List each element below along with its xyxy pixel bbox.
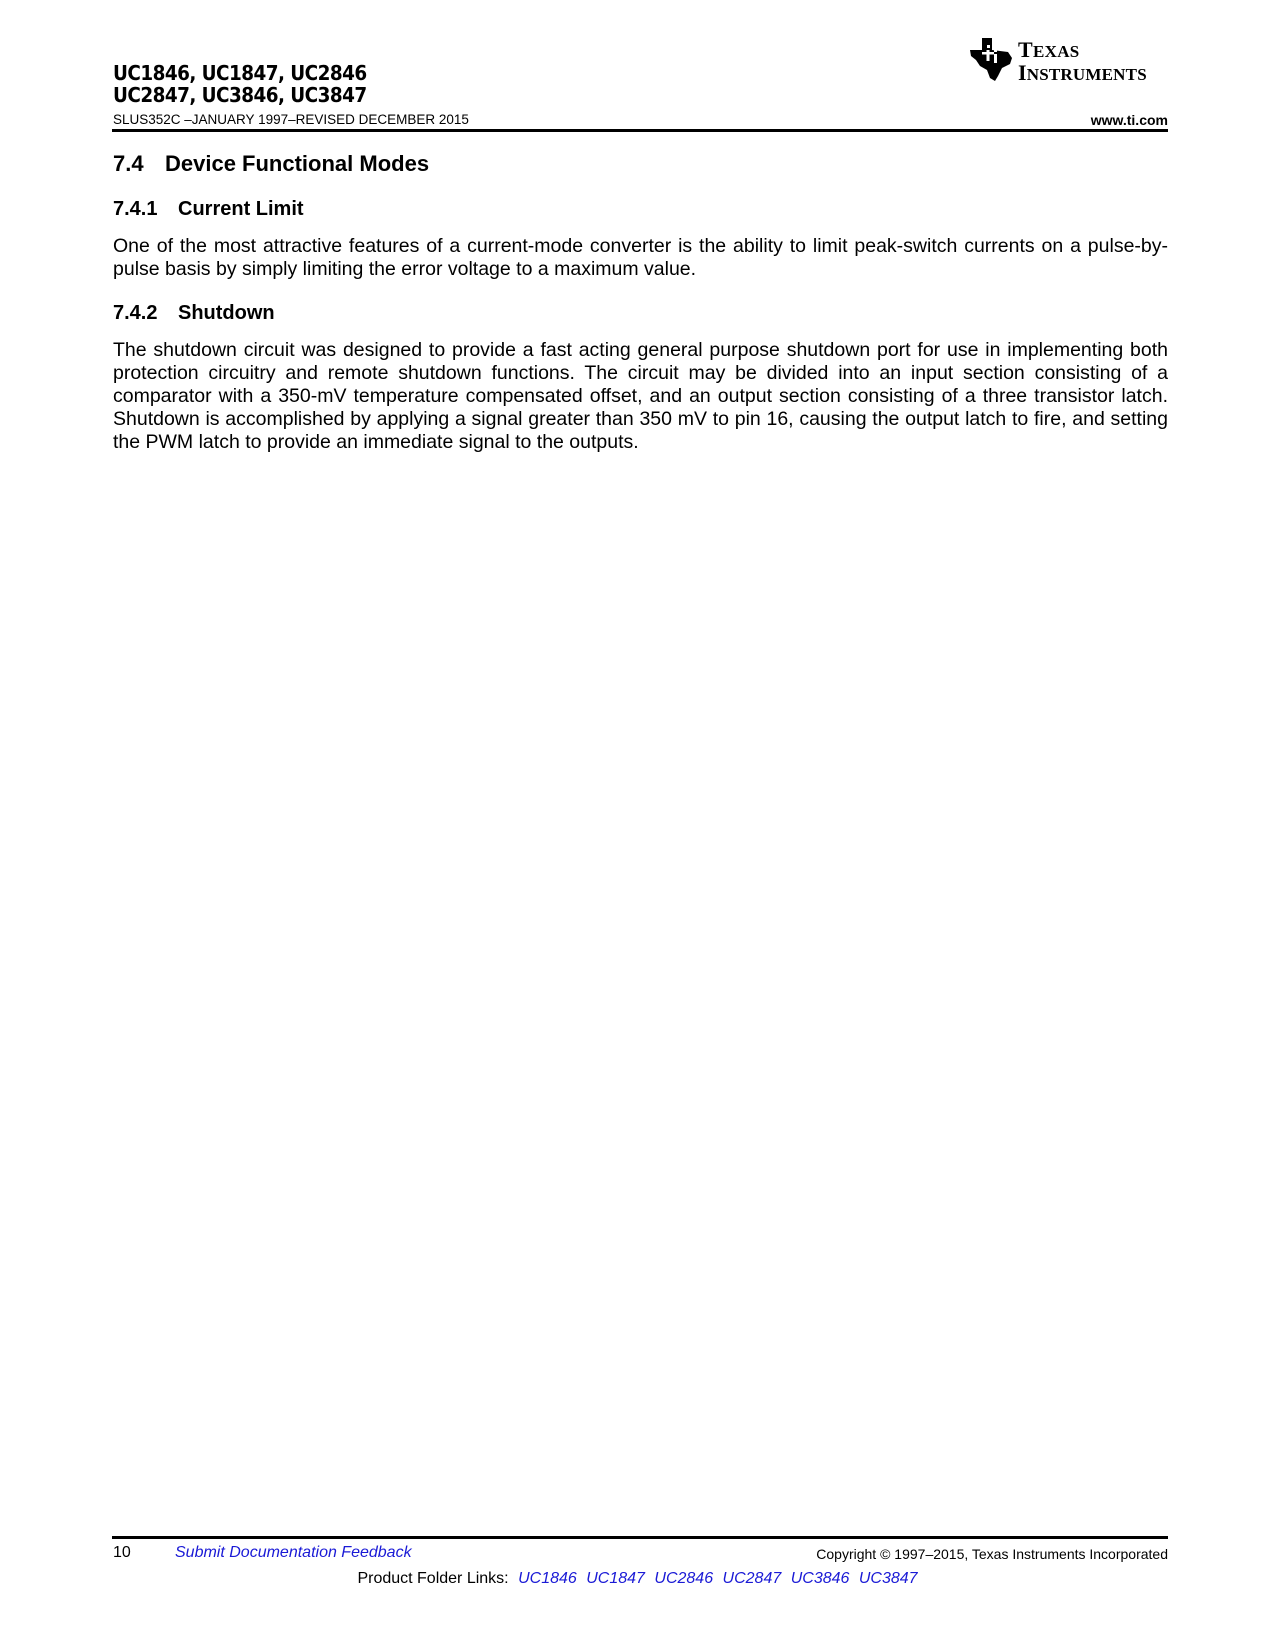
subsection-heading-shutdown xyxy=(113,302,275,325)
current-limit-paragraph: One of the most attractive features of a current-mode converter is the ability to limit peak-switch currents on a pulse-by-pulse basis by simply limiting the error voltage to a maximum value. xyxy=(113,235,1168,280)
subsection-title: Current Limit xyxy=(178,198,304,220)
part-numbers xyxy=(113,62,367,106)
product-link-uc1846[interactable]: UC1846 xyxy=(518,1570,577,1587)
product-link-uc3846[interactable]: UC3846 xyxy=(790,1570,850,1587)
subsection-number: 7.4.1 xyxy=(113,198,158,220)
part-numbers-line-1: UC1846, UC1847, UC2846 xyxy=(113,61,367,85)
section-heading xyxy=(113,151,429,177)
product-link-uc3847[interactable]: UC3847 xyxy=(858,1570,918,1587)
shutdown-paragraph: The shutdown circuit was designed to provide a fast acting general purpose shutdown port for use in implementing both protection circuitry and remote shutdown functions. The circuit may be divided into an input section consisting of a comparator with a 350-mV temperature compensated offset, and an output section consisting of a three transistor latch. Shutdown is accomplished by applying a signal greater than 350 mV to pin 16, causing the output latch to fire, and setting the PWM latch to provide an immediate signal to the outputs. xyxy=(113,339,1168,453)
product-link-uc1847[interactable]: UC1847 xyxy=(586,1570,645,1587)
header-divider xyxy=(112,129,1168,132)
section-number: 7.4 xyxy=(113,151,144,176)
product-link-uc2847[interactable]: UC2847 xyxy=(722,1570,782,1587)
section-title: Device Functional Modes xyxy=(165,151,430,176)
submit-feedback-link[interactable]: Submit Documentation Feedback xyxy=(175,1544,412,1561)
texas-instruments-logo-icon xyxy=(968,36,1014,82)
product-folder-links xyxy=(0,1570,1275,1588)
part-numbers-line-2: UC2847, UC3846, UC3847 xyxy=(113,83,367,107)
product-folder-label: Product Folder Links: xyxy=(357,1570,509,1587)
texas-instruments-logo xyxy=(968,36,1168,84)
subsection-title: Shutdown xyxy=(178,302,275,324)
footer-divider xyxy=(112,1536,1168,1539)
copyright-notice: Copyright © 1997–2015, Texas Instruments Incorporated xyxy=(816,1546,1168,1562)
product-link-uc2846[interactable]: UC2846 xyxy=(654,1570,714,1587)
subsection-heading-current-limit xyxy=(113,198,304,221)
logo-wordmark: TEXAS INSTRUMENTS xyxy=(1018,37,1147,85)
website-link[interactable]: www.ti.com xyxy=(1090,112,1168,128)
subsection-number: 7.4.2 xyxy=(113,302,158,324)
page-number: 10 xyxy=(113,1544,131,1561)
document-id: SLUS352C –JANUARY 1997–REVISED DECEMBER 2015 xyxy=(113,112,469,127)
